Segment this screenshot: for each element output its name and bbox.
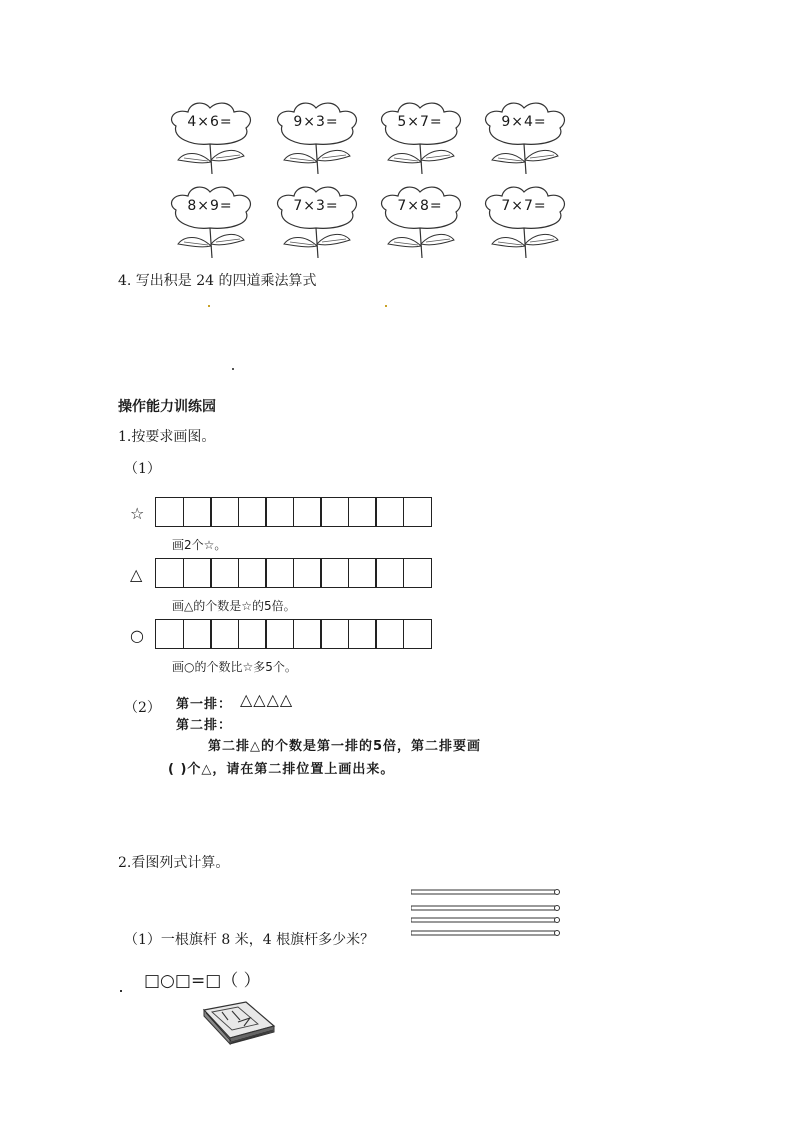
answer-box[interactable] <box>238 619 267 649</box>
question-2-title: 2.看图列式计算。 <box>118 855 230 871</box>
flagpole-icon <box>411 917 561 923</box>
flower-icon <box>372 100 468 174</box>
answer-box[interactable] <box>348 558 377 588</box>
circle-box-row <box>155 619 432 649</box>
flower-problem <box>162 184 258 258</box>
flower-expression: 7×8= <box>397 198 443 214</box>
flower-expression: 7×7= <box>501 198 547 214</box>
answer-box[interactable] <box>403 497 432 527</box>
row-2-label: 第二排： <box>176 718 233 733</box>
flower-icon <box>372 184 468 258</box>
flagpole-icon <box>411 905 561 911</box>
section-title: 操作能力训练园 <box>118 399 216 415</box>
instruction-line-1: 第二排△的个数是第一排的5倍，第二排要画 <box>208 739 482 754</box>
flower-problem <box>162 100 258 174</box>
stray-mark <box>232 368 234 370</box>
answer-box[interactable] <box>293 619 322 649</box>
answer-box[interactable] <box>320 619 349 649</box>
answer-box[interactable] <box>293 497 322 527</box>
flower-problem <box>268 184 364 258</box>
answer-box[interactable] <box>155 619 184 649</box>
flower-problem <box>372 100 468 174</box>
instruction-line-2: ( )个△，请在第二排位置上画出来。 <box>168 762 395 777</box>
flower-expression: 9×3= <box>293 114 339 130</box>
flagpole-icon <box>411 889 561 895</box>
circle-caption: 画○的个数比☆多5个。 <box>172 660 297 674</box>
circle-symbol: ○ <box>130 626 144 645</box>
answer-box[interactable] <box>183 619 212 649</box>
answer-box[interactable] <box>375 619 404 649</box>
flower-icon <box>162 100 258 174</box>
part-2-label: （2） <box>124 700 161 716</box>
answer-box[interactable] <box>238 497 267 527</box>
flower-expression: 9×4= <box>501 114 547 130</box>
answer-box[interactable] <box>320 558 349 588</box>
answer-box[interactable] <box>403 619 432 649</box>
flower-icon <box>268 100 364 174</box>
answer-box[interactable] <box>265 558 294 588</box>
answer-box[interactable] <box>348 497 377 527</box>
question-4: 4. 写出积是 24 的四道乘法算式 <box>118 273 317 289</box>
answer-box[interactable] <box>155 497 184 527</box>
answer-box[interactable] <box>265 619 294 649</box>
stray-mark <box>385 305 387 307</box>
star-box-row <box>155 497 432 527</box>
flower-icon <box>476 100 572 174</box>
row-1-label: 第一排： <box>176 697 233 712</box>
flower-icon <box>162 184 258 258</box>
answer-box[interactable] <box>320 497 349 527</box>
flower-expression: 4×6= <box>187 114 233 130</box>
flower-icon <box>476 184 572 258</box>
answer-box[interactable] <box>155 558 184 588</box>
part-1-label: （1） <box>124 461 161 477</box>
answer-box[interactable] <box>210 619 239 649</box>
answer-box[interactable] <box>375 497 404 527</box>
flower-problem <box>268 100 364 174</box>
stray-mark <box>208 305 210 307</box>
flower-problem <box>476 184 572 258</box>
answer-box[interactable] <box>238 558 267 588</box>
answer-box[interactable] <box>210 558 239 588</box>
stray-mark <box>120 990 122 992</box>
answer-box[interactable] <box>265 497 294 527</box>
flower-expression: 8×9= <box>187 198 233 214</box>
flower-expression: 5×7= <box>397 114 443 130</box>
flower-expression: 7×3= <box>293 198 339 214</box>
answer-box[interactable] <box>183 558 212 588</box>
answer-box[interactable] <box>403 558 432 588</box>
flower-icon <box>268 184 364 258</box>
answer-box[interactable] <box>375 558 404 588</box>
row-1-triangles: △△△△ <box>240 690 294 709</box>
triangle-box-row <box>155 558 432 588</box>
flagpole-icon <box>411 930 561 936</box>
answer-box[interactable] <box>183 497 212 527</box>
book-icon <box>198 998 278 1046</box>
answer-box[interactable] <box>293 558 322 588</box>
question-2-part-1: （1）一根旗杆 8 米，4 根旗杆多少米？ <box>124 932 375 948</box>
triangle-caption: 画△的个数是☆的5倍。 <box>172 599 296 613</box>
flower-problem <box>372 184 468 258</box>
star-symbol: ☆ <box>130 504 145 523</box>
star-caption: 画2个☆。 <box>172 538 227 552</box>
answer-box[interactable] <box>348 619 377 649</box>
flower-problem <box>476 100 572 174</box>
answer-formula[interactable]: □○□=□（ ） <box>144 971 261 991</box>
answer-box[interactable] <box>210 497 239 527</box>
question-1-title: 1.按要求画图。 <box>118 429 216 445</box>
triangle-symbol: △ <box>130 565 143 584</box>
